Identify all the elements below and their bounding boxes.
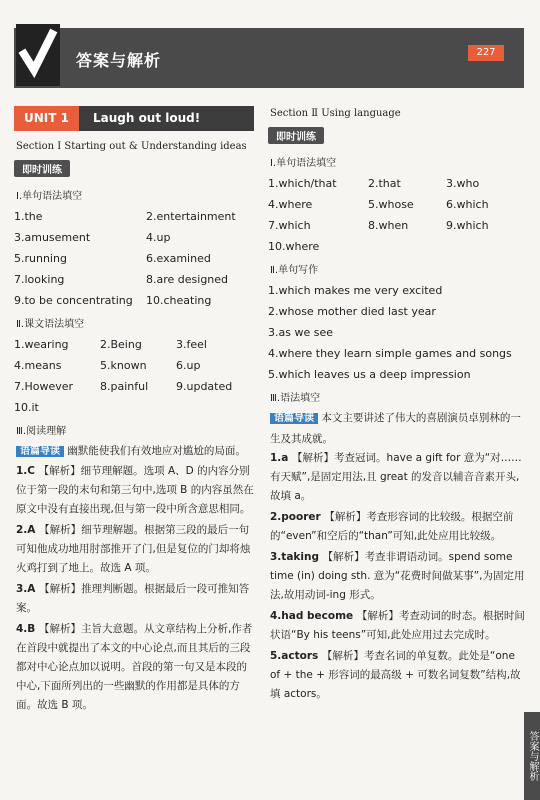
answer-key: 2.A: [16, 524, 40, 536]
explanation-text: 【解析】主旨大意题。从文章结构上分析,作者在首段中就提出了本文的中心论点,而且其后的三段都对中心论点加以说明。首段的第一句又是本段的中心,下面所列出的一些幽默的作用都是具体的方面。故选 B 项。: [16, 623, 253, 711]
answer-cell: 2.entertainment: [146, 210, 236, 223]
answer-row: [268, 173, 526, 194]
writing-answer: 4.where they learn simple games and songs: [268, 347, 512, 360]
explanation-text: 【解析】细节理解题。根据第三段的最后一句可知他成功地用肘部推开了门,但是复位的门却将烛火鸡打到了地上。故选 A 项。: [16, 524, 251, 574]
guide-paragraph: [16, 441, 254, 462]
answer-cell: 6.examined: [146, 252, 211, 265]
guide-label: 语篇导读: [16, 446, 64, 457]
answer-cell: 10.where: [268, 240, 320, 253]
answer-cell: 3.feel: [176, 338, 207, 351]
explanation-item: [270, 647, 526, 704]
answer-cell: 6.which: [446, 198, 489, 211]
answer-cell: 8.are designed: [146, 273, 229, 286]
left-column: [14, 106, 254, 717]
unit-title: Laugh out loud!: [79, 106, 254, 131]
answer-cell: 8.when: [368, 219, 409, 232]
guide-label: 语篇导读: [270, 413, 318, 424]
guide-text: 幽默能使我们有效地应对尴尬的局面。: [67, 445, 246, 457]
page-number: 227: [468, 45, 504, 61]
answer-cell: 9.to be concentrating: [14, 294, 133, 307]
checkmark-icon: [16, 24, 60, 86]
part1-heading: Ⅰ.单句语法填空: [270, 158, 337, 169]
answer-cell: 4.where: [268, 198, 313, 211]
answer-key: 2.poorer: [270, 511, 325, 523]
practice-tag: 即时训练: [14, 160, 70, 177]
answer-cell: 2.Being: [100, 338, 142, 351]
explanation-item: [16, 521, 254, 578]
part2-heading: Ⅱ.课文语法填空: [16, 319, 85, 330]
page-header: [14, 28, 524, 88]
writing-answer: 2.whose mother died last year: [268, 305, 436, 318]
answer-cell: 9.which: [446, 219, 489, 232]
explanation-text: 【解析】考查动词的时态。根据时间状语“By his teens”可知,此处应用过去完成时。: [270, 610, 525, 641]
answer-row: [14, 397, 254, 418]
part2-heading: Ⅱ.单句写作: [270, 265, 319, 276]
answer-cell: 5.known: [100, 359, 147, 372]
guide-paragraph: [270, 408, 526, 449]
explanation-item: [270, 607, 526, 645]
answer-cell: 3.amusement: [14, 231, 91, 244]
answer-key: 3.taking: [270, 551, 323, 563]
answer-cell: 3.who: [446, 177, 480, 190]
answer-key: 1.C: [16, 465, 39, 477]
writing-answer: 5.which leaves us a deep impression: [268, 368, 471, 381]
answer-cell: 5.whose: [368, 198, 414, 211]
answer-cell: 4.up: [146, 231, 171, 244]
explanation-text: 【解析】考查名词的单复数。此处是“one of + the + 形容词的最高级 + 可数名词复数”结构,故填 actors。: [270, 650, 521, 700]
explanation-item: [270, 508, 526, 546]
explanation-item: [16, 462, 254, 519]
answer-key: 1.a: [270, 452, 293, 464]
explanation-text: 【解析】推理判断题。根据最后一段可推知答案。: [16, 583, 250, 614]
part1-heading: Ⅰ.单句语法填空: [16, 191, 83, 202]
answer-row: [14, 248, 254, 269]
part3-heading: Ⅲ.阅读理解: [16, 426, 67, 437]
explanation-item: [16, 620, 254, 715]
answer-row: [14, 206, 254, 227]
unit-banner: [14, 106, 254, 131]
answer-cell: 1.wearing: [14, 338, 69, 351]
section-1-title: Section Ⅰ Starting out & Understanding ideas: [16, 141, 247, 152]
answer-cell: 5.running: [14, 252, 67, 265]
answer-cell: 1.which/that: [268, 177, 337, 190]
answer-cell: 9.updated: [176, 380, 233, 393]
answer-row: [14, 376, 254, 397]
answer-cell: 8.painful: [100, 380, 149, 393]
answer-row: [268, 215, 526, 236]
answer-cell: 7.looking: [14, 273, 65, 286]
explanation-item: [270, 548, 526, 605]
header-title: 答案与解析: [76, 51, 162, 70]
explanation-text: 【解析】考查非谓语动词。spend some time (in) doing sth. 意为“花费时间做某事”,为固定用法,故用动词-ing 形式。: [270, 551, 525, 601]
answer-row: [14, 334, 254, 355]
answer-row: [14, 355, 254, 376]
answer-key: 4.had become: [270, 610, 357, 622]
unit-label: UNIT 1: [14, 106, 79, 131]
writing-answer: 3.as we see: [268, 326, 333, 339]
answer-key: 4.B: [16, 623, 39, 635]
answer-cell: 10.cheating: [146, 294, 212, 307]
answer-cell: 6.up: [176, 359, 201, 372]
part3-heading: Ⅲ.语法填空: [270, 393, 321, 404]
answer-cell: 4.means: [14, 359, 62, 372]
explanation-text: 【解析】细节理解题。选项 A、D 的内容分别位于第一段的末句和第三句中,选项 B 的内容虽然在原文中没有直接出现,但与第一段中所含意思相同。: [16, 465, 254, 515]
answer-row: [14, 269, 254, 290]
right-column: [268, 106, 526, 706]
answer-cell: 10.it: [14, 401, 39, 414]
answer-row: [14, 290, 254, 311]
practice-tag: 即时训练: [268, 127, 324, 144]
answer-key: 5.actors: [270, 650, 322, 662]
answer-row: [268, 194, 526, 215]
explanation-text: 【解析】考查冠词。have a gift for 意为“对……有天赋”,是固定用法,且 great 的发音以辅音音素开头,故填 a。: [270, 452, 522, 502]
answer-row: [268, 236, 526, 257]
guide-text: 本文主要讲述了伟大的喜剧演员卓别林的一生及其成就。: [270, 412, 521, 445]
explanation-item: [270, 449, 526, 506]
writing-answer: 1.which makes me very excited: [268, 284, 443, 297]
section-2-title: Section Ⅱ Using language: [270, 108, 401, 119]
answer-cell: 1.the: [14, 210, 43, 223]
side-tab: 答案与解析: [524, 712, 540, 800]
explanation-item: [16, 580, 254, 618]
answer-row: [14, 227, 254, 248]
answer-cell: 2.that: [368, 177, 401, 190]
answer-cell: 7.which: [268, 219, 311, 232]
answer-key: 3.A: [16, 583, 40, 595]
answer-cell: 7.However: [14, 380, 74, 393]
explanation-text: 【解析】考查形容词的比较级。根据空前的“even”和空后的“than”可知,此处应用比较级。: [270, 511, 514, 542]
